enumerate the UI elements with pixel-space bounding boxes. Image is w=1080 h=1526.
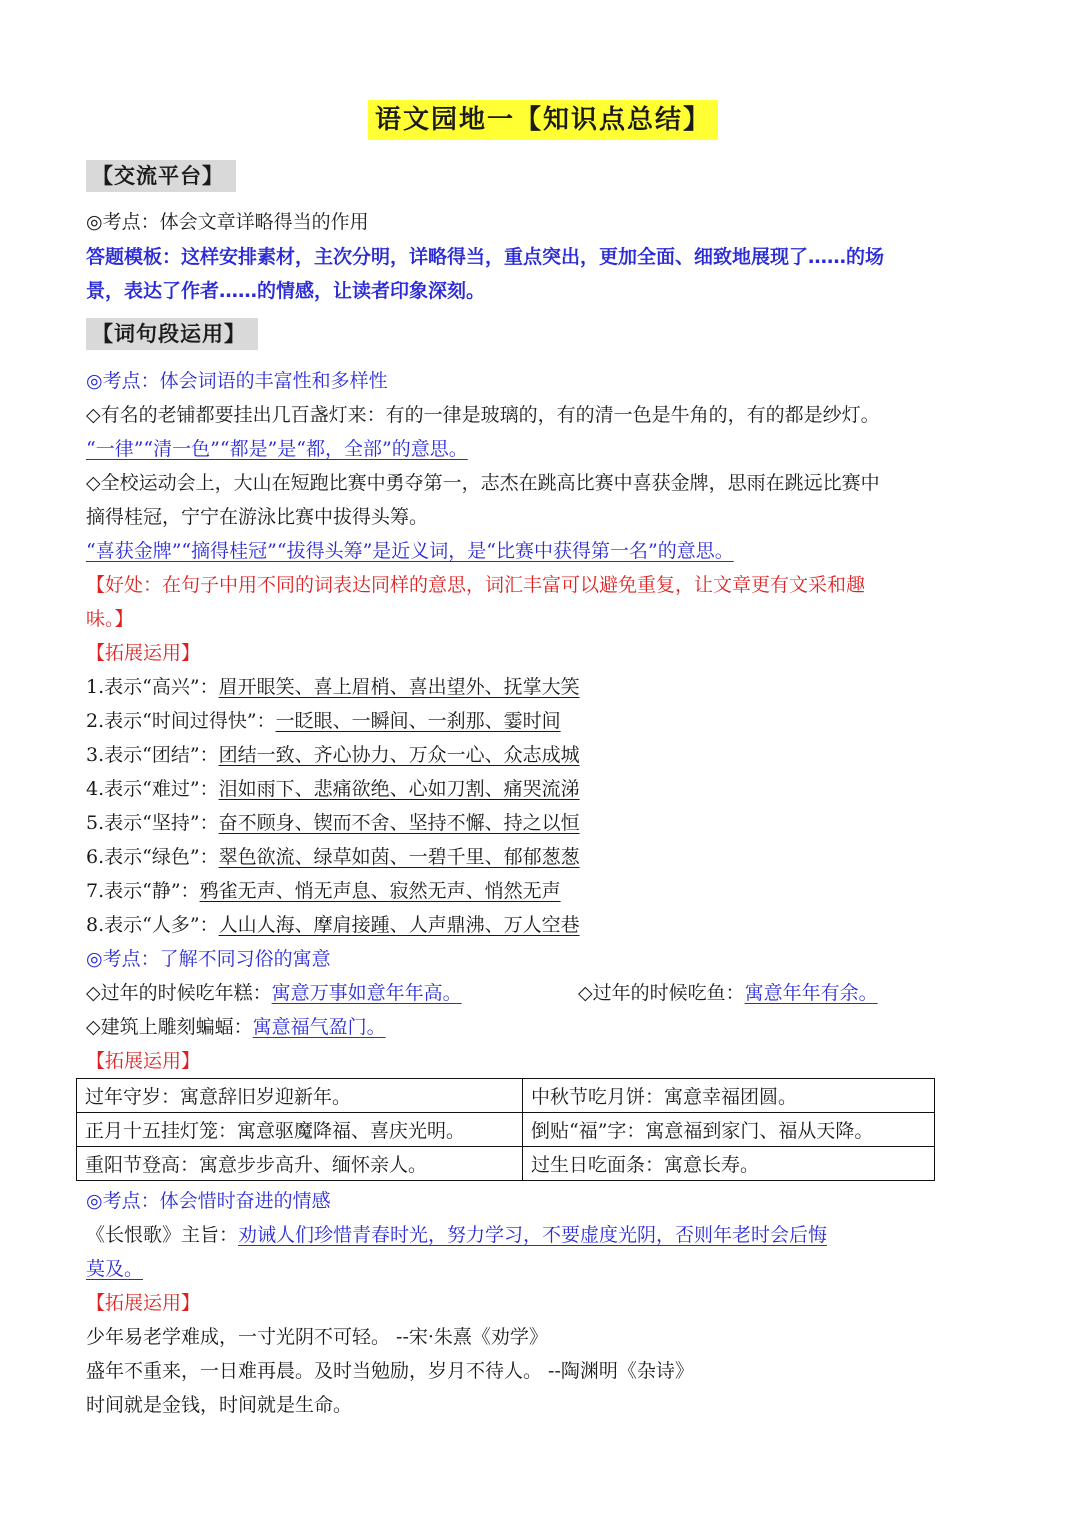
extension-item-words: 奋不顾身、锲而不舍、坚持不懈、持之以恒 bbox=[218, 812, 580, 834]
custom-item-meaning: 寓意万事如意年年高。 bbox=[271, 982, 462, 1004]
page-title: 语文园地一【知识点总结】 bbox=[368, 100, 718, 140]
extension-item-prefix: 7.表示“静”： bbox=[86, 880, 200, 902]
extension-item-words: 团结一致、齐心协力、万众一心、众志成城 bbox=[218, 744, 580, 766]
time-theme-line-1 bbox=[86, 1218, 827, 1252]
extension-item bbox=[86, 670, 580, 704]
exchange-point: ◎考点：体会文章详略得当的作用 bbox=[86, 211, 369, 233]
custom-item-meaning: 寓意福气盈门。 bbox=[252, 1016, 386, 1038]
quote-line: 盛年不重来，一日难再晨。及时当勉励，岁月不待人。 --陶渊明《杂诗》 bbox=[86, 1360, 694, 1382]
table-cell: 过年守岁：寓意辞旧岁迎新年。 bbox=[77, 1079, 523, 1113]
extension-item-prefix: 2.表示“时间过得快”： bbox=[86, 710, 276, 732]
time-point: ◎考点：体会惜时奋进的情感 bbox=[86, 1190, 331, 1212]
extension-item bbox=[86, 908, 580, 942]
extension-item-prefix: 5.表示“坚持”： bbox=[86, 812, 219, 834]
sentence-2-note-text: “喜获金牌”“摘得桂冠”“拔得头筹”是近义词，是“比赛中获得第一名”的意思。 bbox=[86, 540, 734, 562]
time-theme-line-2 bbox=[86, 1252, 143, 1286]
answer-template-line-1: 答题模板：这样安排素材，主次分明，详略得当，重点突出，更加全面、细致地展现了……的场 bbox=[86, 246, 885, 268]
extension-item-words: 鸦雀无声、悄无声息、寂然无声、悄然无声 bbox=[199, 880, 561, 902]
custom-item-prefix: ◇过年的时候吃年糕： bbox=[86, 982, 272, 1004]
extension-item bbox=[86, 704, 561, 738]
customs-extension-label: 【拓展运用】 bbox=[86, 1050, 201, 1072]
quote-line: 少年易老学难成，一寸光阴不可轻。 --宋·朱熹《劝学》 bbox=[86, 1326, 548, 1348]
extension-item bbox=[86, 840, 580, 874]
sentence-2-line-1: ◇全校运动会上，大山在短跑比赛中勇夺第一，志杰在跳高比赛中喜获金牌，思雨在跳远比赛中 bbox=[86, 472, 880, 494]
extension-label: 【拓展运用】 bbox=[86, 642, 201, 664]
table-cell: 重阳节登高：寓意步步高升、缅怀亲人。 bbox=[77, 1147, 523, 1181]
answer-template-line-2: 景，表达了作者……的情感，让读者印象深刻。 bbox=[86, 280, 486, 302]
words-point: ◎考点：体会词语的丰富性和多样性 bbox=[86, 370, 388, 392]
extension-item-prefix: 4.表示“难过”： bbox=[86, 778, 219, 800]
extension-item bbox=[86, 772, 580, 806]
sentence-1-note bbox=[86, 432, 468, 466]
sentence-1: ◇有名的老铺都要挂出几百盏灯来：有的一律是玻璃的，有的清一色是牛角的，有的都是纱灯。 bbox=[86, 404, 880, 426]
customs-point: ◎考点：了解不同习俗的寓意 bbox=[86, 948, 331, 970]
section-heading-exchange: 【交流平台】 bbox=[86, 160, 236, 192]
extension-item bbox=[86, 806, 580, 840]
extension-item-words: 泪如雨下、悲痛欲绝、心如刀割、痛哭流涕 bbox=[218, 778, 580, 800]
custom-item-1 bbox=[86, 976, 462, 1010]
custom-item-prefix: ◇过年的时候吃鱼： bbox=[578, 982, 745, 1004]
extension-item-prefix: 6.表示“绿色”： bbox=[86, 846, 219, 868]
table-cell: 倒贴“福”字：寓意福到家门、福从天降。 bbox=[523, 1113, 935, 1147]
custom-item-prefix: ◇建筑上雕刻蝙蝠： bbox=[86, 1016, 253, 1038]
benefit-line-1: 【好处：在句子中用不同的词表达同样的意思，词汇丰富可以避免重复，让文章更有文采和趣 bbox=[86, 574, 866, 596]
table-row bbox=[77, 1113, 935, 1147]
table-row bbox=[77, 1079, 935, 1113]
time-extension-label: 【拓展运用】 bbox=[86, 1292, 201, 1314]
time-theme-text: 劝诫人们珍惜青春时光，努力学习，不要虚度光阴，否则年老时会后悔 bbox=[238, 1224, 828, 1246]
extension-item-words: 眉开眼笑、喜上眉梢、喜出望外、抚掌大笑 bbox=[218, 676, 580, 698]
time-theme-prefix: 《长恨歌》主旨： bbox=[86, 1224, 239, 1246]
extension-item bbox=[86, 738, 580, 772]
extension-item-words: 一眨眼、一瞬间、一刹那、霎时间 bbox=[275, 710, 561, 732]
benefit-line-2: 味。】 bbox=[86, 608, 134, 630]
custom-item-2 bbox=[578, 976, 878, 1010]
extension-item-prefix: 1.表示“高兴”： bbox=[86, 676, 219, 698]
table-cell: 中秋节吃月饼：寓意幸福团圆。 bbox=[523, 1079, 935, 1113]
extension-item-words: 翠色欲流、绿草如茵、一碧千里、郁郁葱葱 bbox=[218, 846, 580, 868]
time-theme-text: 莫及。 bbox=[86, 1258, 144, 1280]
extension-item bbox=[86, 874, 561, 908]
table-cell: 正月十五挂灯笼：寓意驱魔降福、喜庆光明。 bbox=[77, 1113, 523, 1147]
sentence-2-note bbox=[86, 534, 734, 568]
table-row bbox=[77, 1147, 935, 1181]
custom-item-meaning: 寓意年年有余。 bbox=[744, 982, 878, 1004]
quote-line: 时间就是金钱，时间就是生命。 bbox=[86, 1394, 353, 1416]
customs-table bbox=[76, 1078, 935, 1181]
extension-item-words: 人山人海、摩肩接踵、人声鼎沸、万人空巷 bbox=[218, 914, 580, 936]
sentence-1-note-text: “一律”“清一色”“都是”是“都，全部”的意思。 bbox=[86, 438, 468, 460]
sentence-2-line-2: 摘得桂冠，宁宁在游泳比赛中拔得头筹。 bbox=[86, 506, 429, 528]
section-heading-words: 【词句段运用】 bbox=[86, 318, 258, 350]
extension-item-prefix: 8.表示“人多”： bbox=[86, 914, 219, 936]
custom-item-3 bbox=[86, 1010, 386, 1044]
table-cell: 过生日吃面条：寓意长寿。 bbox=[523, 1147, 935, 1181]
extension-item-prefix: 3.表示“团结”： bbox=[86, 744, 219, 766]
